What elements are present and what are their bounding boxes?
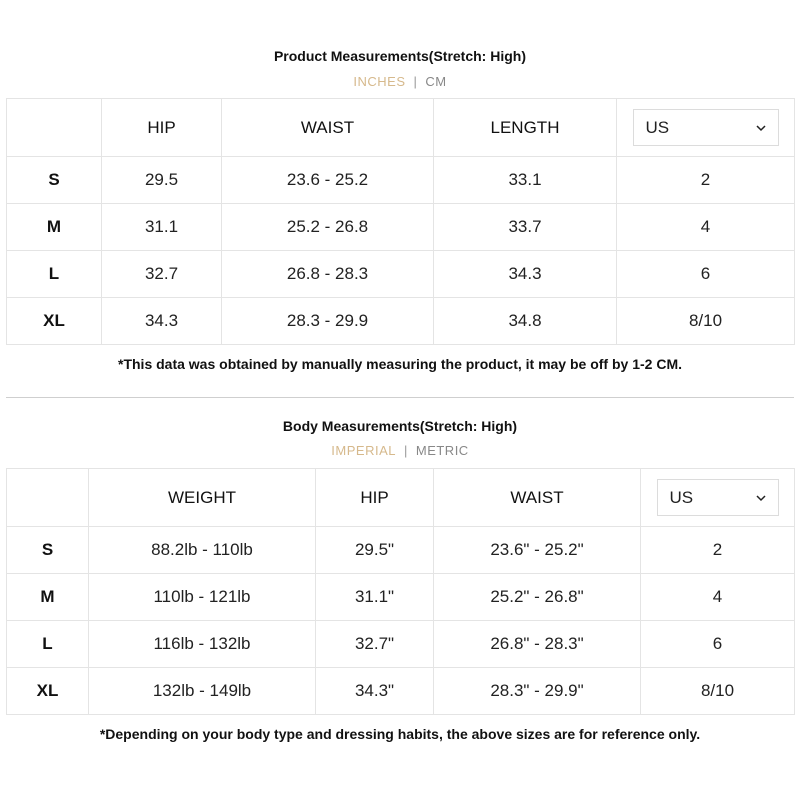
waist-cell: 26.8" - 28.3" bbox=[434, 621, 641, 668]
size-cell: M bbox=[7, 574, 89, 621]
size-cell: L bbox=[7, 621, 89, 668]
table-header-row bbox=[7, 99, 795, 157]
size-cell: XL bbox=[7, 298, 102, 345]
hip-cell: 34.3 bbox=[102, 298, 222, 345]
body-measurement-note: *Depending on your body type and dressing habits, the above sizes are for reference only. bbox=[99, 726, 701, 742]
unit-imperial-option[interactable]: IMPERIAL bbox=[331, 443, 396, 458]
waist-cell: 23.6 - 25.2 bbox=[222, 157, 434, 204]
waist-cell: 28.3 - 29.9 bbox=[222, 298, 434, 345]
product-unit-toggle bbox=[0, 74, 800, 89]
length-cell: 34.8 bbox=[434, 298, 617, 345]
unit-separator: | bbox=[403, 443, 408, 458]
region-select-value: US bbox=[669, 487, 694, 507]
chevron-down-icon bbox=[756, 123, 766, 133]
length-cell: 34.3 bbox=[434, 251, 617, 298]
weight-cell: 132lb - 149lb bbox=[89, 668, 316, 715]
waist-cell: 25.2 - 26.8 bbox=[222, 204, 434, 251]
weight-cell: 110lb - 121lb bbox=[89, 574, 316, 621]
product-measurements-title: Product Measurements(Stretch: High) bbox=[273, 48, 527, 64]
us-size-cell: 6 bbox=[641, 621, 795, 668]
table-row bbox=[7, 298, 795, 345]
unit-cm-option[interactable]: CM bbox=[425, 74, 447, 89]
waist-cell: 25.2" - 26.8" bbox=[434, 574, 641, 621]
length-cell: 33.1 bbox=[434, 157, 617, 204]
hip-cell: 29.5" bbox=[316, 527, 434, 574]
table-row bbox=[7, 251, 795, 298]
size-cell: S bbox=[7, 157, 102, 204]
size-cell: L bbox=[7, 251, 102, 298]
us-size-cell: 8/10 bbox=[641, 668, 795, 715]
section-divider bbox=[6, 397, 794, 398]
chevron-down-icon bbox=[756, 493, 766, 503]
header-waist: WAIST bbox=[222, 99, 434, 157]
table-row bbox=[7, 574, 795, 621]
unit-inches-option[interactable]: INCHES bbox=[353, 74, 406, 89]
table-row bbox=[7, 204, 795, 251]
table-row bbox=[7, 157, 795, 204]
region-select-value: US bbox=[645, 117, 670, 137]
length-cell: 33.7 bbox=[434, 204, 617, 251]
weight-cell: 88.2lb - 110lb bbox=[89, 527, 316, 574]
unit-metric-option[interactable]: METRIC bbox=[415, 443, 469, 458]
hip-cell: 29.5 bbox=[102, 157, 222, 204]
us-size-cell: 8/10 bbox=[617, 298, 795, 345]
header-region-cell bbox=[617, 99, 795, 157]
body-measurements-table bbox=[6, 468, 795, 715]
body-unit-toggle bbox=[0, 443, 800, 458]
us-size-cell: 2 bbox=[641, 527, 795, 574]
waist-cell: 26.8 - 28.3 bbox=[222, 251, 434, 298]
header-empty-cell bbox=[7, 99, 102, 157]
us-size-cell: 2 bbox=[617, 157, 795, 204]
hip-cell: 32.7 bbox=[102, 251, 222, 298]
header-region-cell bbox=[641, 469, 795, 527]
region-select[interactable] bbox=[633, 109, 779, 146]
table-header-row bbox=[7, 469, 795, 527]
size-cell: XL bbox=[7, 668, 89, 715]
header-length: LENGTH bbox=[434, 99, 617, 157]
product-measurements-table bbox=[6, 98, 795, 345]
header-empty-cell bbox=[7, 469, 89, 527]
table-row bbox=[7, 621, 795, 668]
header-hip: HIP bbox=[316, 469, 434, 527]
header-hip: HIP bbox=[102, 99, 222, 157]
table-row bbox=[7, 668, 795, 715]
hip-cell: 31.1 bbox=[102, 204, 222, 251]
size-cell: M bbox=[7, 204, 102, 251]
table-row bbox=[7, 527, 795, 574]
header-weight: WEIGHT bbox=[89, 469, 316, 527]
size-cell: S bbox=[7, 527, 89, 574]
product-measurement-note: *This data was obtained by manually measuring the product, it may be off by 1-2 CM. bbox=[118, 356, 682, 372]
us-size-cell: 6 bbox=[617, 251, 795, 298]
waist-cell: 23.6" - 25.2" bbox=[434, 527, 641, 574]
hip-cell: 34.3" bbox=[316, 668, 434, 715]
header-waist: WAIST bbox=[434, 469, 641, 527]
us-size-cell: 4 bbox=[617, 204, 795, 251]
region-select[interactable] bbox=[657, 479, 779, 516]
weight-cell: 116lb - 132lb bbox=[89, 621, 316, 668]
unit-separator: | bbox=[413, 74, 418, 89]
hip-cell: 32.7" bbox=[316, 621, 434, 668]
body-measurements-title: Body Measurements(Stretch: High) bbox=[282, 418, 518, 434]
waist-cell: 28.3" - 29.9" bbox=[434, 668, 641, 715]
us-size-cell: 4 bbox=[641, 574, 795, 621]
hip-cell: 31.1" bbox=[316, 574, 434, 621]
